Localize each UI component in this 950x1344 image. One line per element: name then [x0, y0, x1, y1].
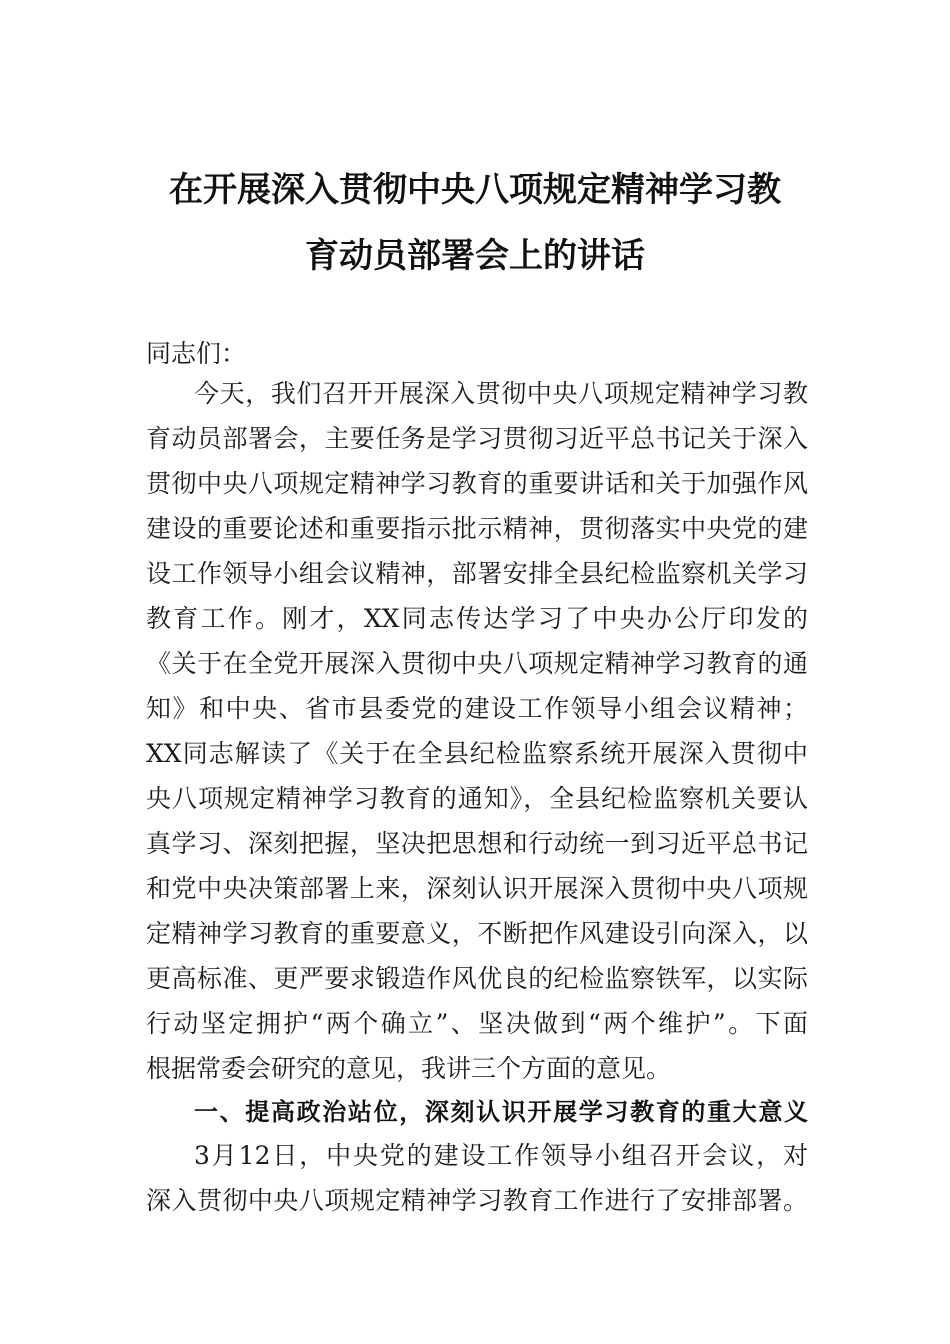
paragraph-2-line: 深入贯彻中央八项规定精神学习教育工作进行了安排部署。 — [146, 1186, 808, 1215]
paragraph-1-line: 央八项规定精神学习教育的通知》，全县纪检监察机关要认 — [146, 784, 808, 813]
paragraph-1-line: 根据常委会研究的意见，我讲三个方面的意见。 — [146, 1054, 672, 1083]
paragraph-1-line: 教育工作。刚才，XX同志传达学习了中央办公厅印发的 — [146, 604, 808, 633]
paragraph-1-line: 建设的重要论述和重要指示批示精神，贯彻落实中央党的建 — [146, 514, 808, 543]
paragraph-1-line: 今天，我们召开开展深入贯彻中央八项规定精神学习教 — [194, 379, 808, 408]
paragraph-1-line: 行动坚定拥护“两个确立”、坚决做到“两个维护”。下面 — [146, 1009, 808, 1038]
section-1-heading: 一、提高政治站位，深刻认识开展学习教育的重大意义 — [194, 1098, 808, 1126]
document-title-line-1: 在开展深入贯彻中央八项规定精神学习教 — [169, 170, 781, 210]
paragraph-1-line: XX同志解读了《关于在全县纪检监察系统开展深入贯彻中 — [146, 739, 808, 768]
paragraph-1-line: 知》和中央、省市县委党的建设工作领导小组会议精神； — [146, 694, 808, 723]
paragraph-1-line: 和党中央决策部署上来，深刻认识开展深入贯彻中央八项规 — [146, 874, 808, 903]
paragraph-1-line: 贯彻中央八项规定精神学习教育的重要讲话和关于加强作风 — [146, 469, 808, 498]
paragraph-2-line: 3月12日，中央党的建设工作领导小组召开会议，对 — [194, 1141, 808, 1170]
document-title-line-2: 育动员部署会上的讲话 — [305, 236, 645, 276]
paragraph-1-line: 《关于在全党开展深入贯彻中央八项规定精神学习教育的通 — [146, 649, 808, 678]
paragraph-1-line: 定精神学习教育的重要意义，不断把作风建设引向深入，以 — [146, 919, 808, 948]
paragraph-1-line: 设工作领导小组会议精神，部署安排全县纪检监察机关学习 — [146, 559, 808, 588]
paragraph-1-line: 真学习、深刻把握，坚决把思想和行动统一到习近平总书记 — [146, 829, 808, 858]
salutation: 同志们： — [146, 339, 247, 368]
paragraph-1-line: 更高标准、更严要求锻造作风优良的纪检监察铁军，以实际 — [146, 964, 808, 993]
paragraph-1-line: 育动员部署会，主要任务是学习贯彻习近平总书记关于深入 — [146, 424, 808, 453]
